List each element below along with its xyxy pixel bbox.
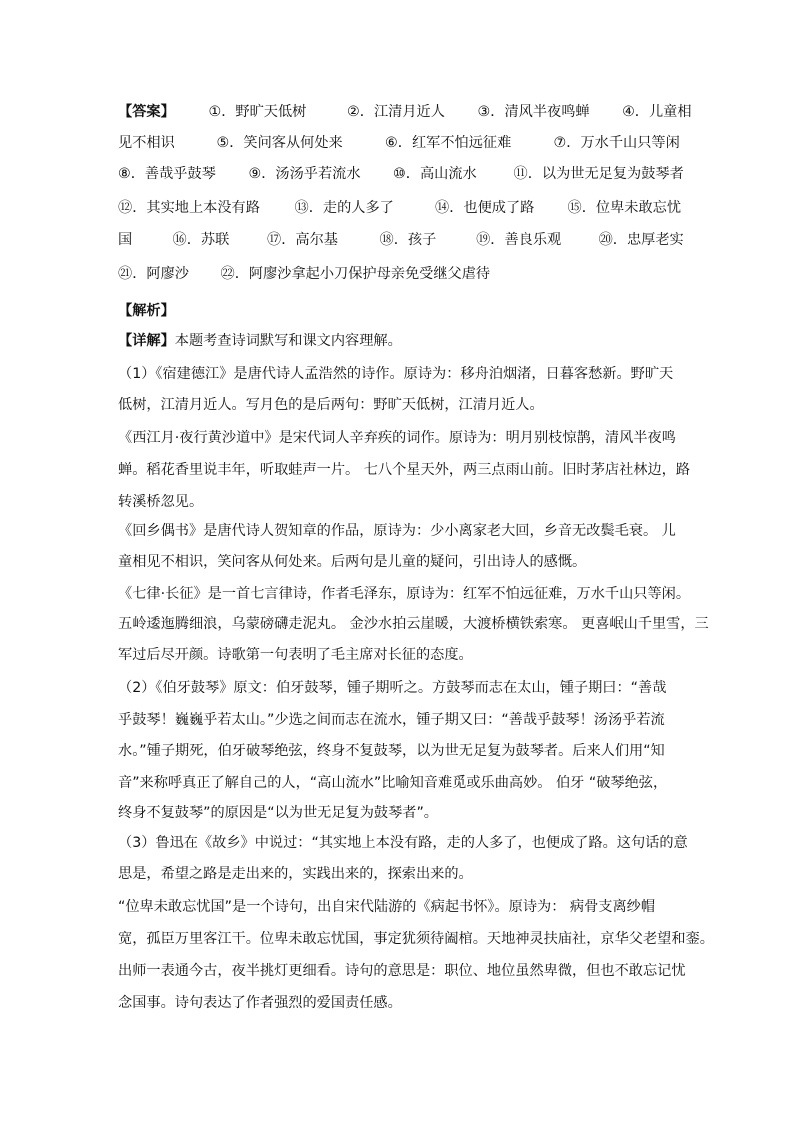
answer-item: ①．野旷天低树 — [208, 104, 307, 120]
answer-item: ⑱．孩子 — [379, 232, 437, 248]
body-line: 童相见不相识，笑问客从何处来。后两句是儿童的疑问，引出诗人的感慨。 — [118, 554, 587, 570]
answer-item: ⑤．笑问客从何处来 — [216, 135, 343, 151]
body-line: 五岭逶迤腾细浪，乌蒙磅礴走泥丸。 金沙水拍云崖暖，大渡桥横铁索寒。 更喜岷山千里雪，三 — [118, 616, 709, 632]
answer-item: ②．江清月近人 — [347, 104, 445, 120]
body-line: 终身不复鼓琴”的原因是“以为世无足复为鼓琴者”。 — [118, 805, 438, 821]
body-line: 《七律·长征》是一首七言律诗，作者毛泽东，原诗为：红军不怕远征难，万水千山只等闲。 — [118, 586, 691, 602]
body-line: 蝉。稻花香里说丰年，听取蛙声一片。 七八个星天外，两三点雨山前。旧时茅店社林边，路 — [118, 462, 691, 478]
answer-item: ⑧．善哉乎鼓琴 — [118, 166, 216, 182]
answer-item: ⑫．其实地上本没有路 — [118, 200, 260, 216]
answer-item: ⑩．高山流水 — [393, 166, 477, 182]
answer-item: ㉒．阿廖沙拿起小刀保护母亲免受继父虐待 — [220, 266, 491, 282]
answer-row-5 — [118, 230, 684, 250]
answer-item: ⑥．红军不怕远征难 — [385, 135, 512, 151]
answer-item: ㉑．阿廖沙 — [118, 266, 189, 282]
answer-row-2 — [118, 133, 680, 153]
body-line: 转溪桥忽见。 — [118, 494, 204, 510]
answer-row-4 — [118, 198, 681, 218]
body-line: 思是，希望之路是走出来的，实践出来的，探索出来的。 — [118, 866, 473, 882]
answer-row-6 — [118, 264, 490, 284]
body-line: 出师一表通今古，夜半挑灯更细看。诗句的意思是：职位、地位虽然卑微，但也不敢忘记忧 — [118, 963, 686, 979]
answer-item: ⑦．万水千山只等闲 — [553, 135, 680, 151]
answer-item: 国 — [118, 232, 133, 248]
answer-item: ⑨．汤汤乎若流水 — [248, 166, 361, 182]
body-line: 音”来称呼真正了解自己的人，“高山流水”比喻知音难觅或乐曲高妙。 伯牙 “破琴绝弦， — [118, 775, 668, 791]
answer-item: ⑮．位卑未敢忘忧 — [567, 200, 682, 216]
answer-item: ⑳．忠厚老实 — [598, 232, 684, 248]
detail-label: 【详解】 — [118, 333, 175, 349]
answer-item: ⑲．善良乐观 — [476, 232, 562, 248]
body-line: 念国事。诗句表达了作者强烈的爱国责任感。 — [118, 995, 402, 1011]
body-line: 水。”锺子期死，伯牙破琴绝弦，终身不复鼓琴，以为世无足复为鼓琴者。后来人们用“知 — [118, 743, 665, 759]
answer-item: ⑪．以为世无足复为鼓琴者 — [513, 166, 684, 182]
answer-item: ③．清风半夜鸣蝉 — [477, 104, 590, 120]
body-line: （1）《宿建德江》是唐代诗人孟浩然的诗作。原诗为：移舟泊烟渚，日暮客愁新。野旷天 — [118, 366, 674, 382]
body-line: （3）鲁迅在《故乡》中说过：“其实地上本没有路，走的人多了，也便成了路。这句话的意 — [118, 835, 688, 851]
answer-item: 见不相识 — [118, 135, 175, 151]
body-line — [118, 331, 402, 351]
body-line: “位卑未敢忘忧国”是一个诗句，出自宋代陆游的《病起书怀》。原诗为： 病骨支离纱帽 — [118, 899, 656, 915]
answer-label: 【答案】 — [118, 104, 175, 120]
answer-row-3 — [118, 164, 684, 184]
answer-item: ⑯．苏联 — [172, 232, 230, 248]
body-line: 宽，孤臣万里客江干。位卑未敢忘忧国，事定犹须待阖棺。天地神灵扶庙社，京华父老望和銮。 — [118, 931, 714, 947]
body-line: 《回乡偶书》是唐代诗人贺知章的作品，原诗为：少小离家老大回，乡音无改鬓毛衰。 儿 — [118, 523, 676, 539]
answer-item: ⑰．高尔基 — [267, 232, 338, 248]
body-line: 军过后尽开颜。诗歌第一句表明了毛主席对长征的态度。 — [118, 647, 473, 663]
body-line: 乎鼓琴！巍巍乎若太山。”少选之间而志在流水，锺子期又曰：“善哉乎鼓琴！汤汤乎若流 — [118, 712, 665, 728]
answer-row-1 — [118, 102, 692, 122]
body-line: 《西江月·夜行黄沙道中》是宋代词人辛弃疾的词作。原诗为：明月别枝惊鹊，清风半夜鸣 — [118, 430, 676, 446]
answer-item: ④．儿童相 — [622, 104, 692, 120]
analysis-label: 【解析】 — [118, 303, 175, 319]
answer-item: ⑬．走的人多了 — [294, 200, 394, 216]
answer-item: ⑭．也便成了路 — [435, 200, 535, 216]
body-line: 低树，江清月近人。写月色的是后两句：野旷天低树，江清月近人。 — [118, 397, 544, 413]
body-text: 本题考查诗词默写和课文内容理解。 — [174, 333, 402, 349]
body-line: （2）《伯牙鼓琴》原文：伯牙鼓琴，锺子期听之。方鼓琴而志在太山，锺子期曰：“善哉 — [118, 680, 667, 696]
